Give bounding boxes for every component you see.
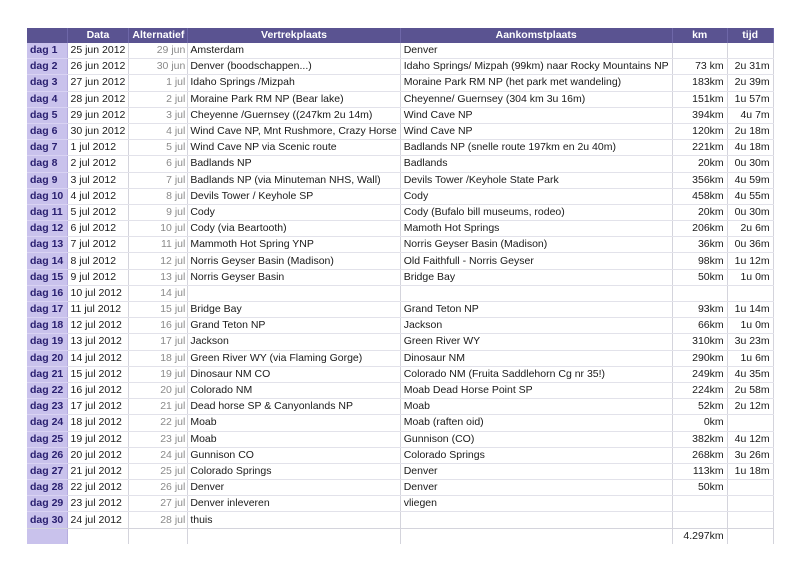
alternative-date-cell[interactable]: 4 jul xyxy=(129,123,188,139)
time-cell[interactable] xyxy=(727,43,773,59)
km-cell[interactable]: 249km xyxy=(672,366,727,382)
alternative-date-cell[interactable]: 20 jul xyxy=(129,382,188,398)
table-row xyxy=(27,480,773,496)
km-cell[interactable]: 113km xyxy=(672,463,727,479)
day-cell: dag 14 xyxy=(27,253,67,269)
time-cell[interactable]: 4u 12m xyxy=(727,431,773,447)
departure-cell[interactable]: Devils Tower / Keyhole SP xyxy=(188,188,400,204)
time-cell[interactable]: 1u 0m xyxy=(727,269,773,285)
day-cell: dag 2 xyxy=(27,59,67,75)
km-cell[interactable]: 50km xyxy=(672,480,727,496)
time-cell[interactable]: 4u 59m xyxy=(727,172,773,188)
arrival-cell[interactable]: Denver xyxy=(400,463,672,479)
table-row xyxy=(27,496,773,512)
date-cell[interactable]: 2 jul 2012 xyxy=(67,156,129,172)
km-cell[interactable]: 20km xyxy=(672,156,727,172)
time-cell[interactable]: 1u 12m xyxy=(727,253,773,269)
table-row xyxy=(27,285,773,301)
departure-cell[interactable]: Wind Cave NP via Scenic route xyxy=(188,140,400,156)
day-cell: dag 5 xyxy=(27,107,67,123)
table-row xyxy=(27,512,773,528)
date-cell[interactable]: 7 jul 2012 xyxy=(67,237,129,253)
day-cell: dag 25 xyxy=(27,431,67,447)
time-cell[interactable]: 3u 23m xyxy=(727,334,773,350)
km-cell[interactable] xyxy=(672,43,727,59)
arrival-cell[interactable]: Moab xyxy=(400,399,672,415)
day-cell: dag 20 xyxy=(27,350,67,366)
time-cell[interactable]: 1u 14m xyxy=(727,302,773,318)
departure-cell[interactable]: Idaho Springs /Mizpah xyxy=(188,75,400,91)
alternative-date-cell[interactable]: 13 jul xyxy=(129,269,188,285)
day-cell: dag 4 xyxy=(27,91,67,107)
arrival-cell[interactable]: Cody (Bufalo bill museums, rodeo) xyxy=(400,204,672,220)
alternative-date-cell[interactable]: 1 jul xyxy=(129,75,188,91)
km-cell[interactable]: 50km xyxy=(672,269,727,285)
km-cell[interactable] xyxy=(672,496,727,512)
header-km: km xyxy=(672,28,727,43)
arrival-cell[interactable] xyxy=(400,512,672,528)
arrival-cell[interactable]: vliegen xyxy=(400,496,672,512)
time-cell[interactable]: 0u 36m xyxy=(727,237,773,253)
departure-cell[interactable]: Denver (boodschappen...) xyxy=(188,59,400,75)
time-cell[interactable]: 2u 6m xyxy=(727,221,773,237)
day-cell: dag 24 xyxy=(27,415,67,431)
arrival-cell[interactable]: Gunnison (CO) xyxy=(400,431,672,447)
table-row xyxy=(27,447,773,463)
day-cell: dag 11 xyxy=(27,204,67,220)
alternative-date-cell[interactable]: 5 jul xyxy=(129,140,188,156)
alternative-date-cell[interactable]: 23 jul xyxy=(129,431,188,447)
header-alternative: Alternatief xyxy=(129,28,188,43)
table-row xyxy=(27,156,773,172)
km-cell[interactable]: 151km xyxy=(672,91,727,107)
table-row xyxy=(27,253,773,269)
date-cell[interactable]: 22 jul 2012 xyxy=(67,480,129,496)
arrival-cell[interactable]: Old Faithfull - Norris Geyser xyxy=(400,253,672,269)
arrival-cell[interactable]: Colorado NM (Fruita Saddlehorn Cg nr 35!) xyxy=(400,366,672,382)
alternative-date-cell[interactable]: 24 jul xyxy=(129,447,188,463)
day-cell: dag 22 xyxy=(27,382,67,398)
date-cell[interactable]: 29 jun 2012 xyxy=(67,107,129,123)
departure-cell[interactable]: Dead horse SP & Canyonlands NP xyxy=(188,399,400,415)
arrival-cell[interactable]: Dinosaur NM xyxy=(400,350,672,366)
total-date-cell xyxy=(67,528,129,544)
alternative-date-cell[interactable]: 15 jul xyxy=(129,302,188,318)
arrival-cell[interactable]: Green River WY xyxy=(400,334,672,350)
table-row xyxy=(27,107,773,123)
departure-cell[interactable]: Grand Teton NP xyxy=(188,318,400,334)
date-cell[interactable]: 1 jul 2012 xyxy=(67,140,129,156)
table-row xyxy=(27,350,773,366)
time-cell[interactable] xyxy=(727,496,773,512)
day-cell: dag 30 xyxy=(27,512,67,528)
date-cell[interactable]: 19 jul 2012 xyxy=(67,431,129,447)
arrival-cell[interactable]: Denver xyxy=(400,480,672,496)
departure-cell[interactable]: Wind Cave NP, Mnt Rushmore, Crazy Horse xyxy=(188,123,400,139)
arrival-cell[interactable]: Devils Tower /Keyhole State Park xyxy=(400,172,672,188)
alternative-date-cell[interactable]: 28 jul xyxy=(129,512,188,528)
time-cell[interactable]: 0u 30m xyxy=(727,156,773,172)
table-row xyxy=(27,204,773,220)
alternative-date-cell[interactable]: 9 jul xyxy=(129,204,188,220)
departure-cell[interactable]: Jackson xyxy=(188,334,400,350)
km-cell[interactable]: 0km xyxy=(672,415,727,431)
date-cell[interactable]: 5 jul 2012 xyxy=(67,204,129,220)
total-km-cell[interactable]: 4.297km xyxy=(672,528,727,544)
arrival-cell[interactable]: Moab (raften oid) xyxy=(400,415,672,431)
table-row xyxy=(27,172,773,188)
date-cell[interactable]: 30 jun 2012 xyxy=(67,123,129,139)
alternative-date-cell[interactable]: 14 jul xyxy=(129,285,188,301)
alternative-date-cell[interactable]: 22 jul xyxy=(129,415,188,431)
time-cell[interactable]: 4u 18m xyxy=(727,140,773,156)
date-cell[interactable]: 25 jun 2012 xyxy=(67,43,129,59)
time-cell[interactable]: 2u 39m xyxy=(727,75,773,91)
day-cell: dag 17 xyxy=(27,302,67,318)
day-cell: dag 8 xyxy=(27,156,67,172)
header-date: Data xyxy=(67,28,129,43)
arrival-cell[interactable]: Jackson xyxy=(400,318,672,334)
date-cell[interactable]: 6 jul 2012 xyxy=(67,221,129,237)
arrival-cell[interactable]: Cheyenne/ Guernsey (304 km 3u 16m) xyxy=(400,91,672,107)
km-cell[interactable]: 394km xyxy=(672,107,727,123)
time-cell[interactable]: 1u 6m xyxy=(727,350,773,366)
table-row xyxy=(27,75,773,91)
km-cell[interactable]: 224km xyxy=(672,382,727,398)
arrival-cell[interactable]: Badlands xyxy=(400,156,672,172)
table-row xyxy=(27,269,773,285)
arrival-cell[interactable]: Norris Geyser Basin (Madison) xyxy=(400,237,672,253)
alternative-date-cell[interactable]: 2 jul xyxy=(129,91,188,107)
alternative-date-cell[interactable]: 12 jul xyxy=(129,253,188,269)
departure-cell[interactable]: Green River WY (via Flaming Gorge) xyxy=(188,350,400,366)
departure-cell[interactable]: Cody xyxy=(188,204,400,220)
itinerary-table xyxy=(27,28,774,544)
departure-cell[interactable]: Moraine Park RM NP (Bear lake) xyxy=(188,91,400,107)
km-cell[interactable]: 36km xyxy=(672,237,727,253)
time-cell[interactable]: 4u 35m xyxy=(727,366,773,382)
time-cell[interactable]: 2u 31m xyxy=(727,59,773,75)
alternative-date-cell[interactable]: 10 jul xyxy=(129,221,188,237)
date-cell[interactable]: 11 jul 2012 xyxy=(67,302,129,318)
arrival-cell[interactable]: Moab Dead Horse Point SP xyxy=(400,382,672,398)
alternative-date-cell[interactable]: 18 jul xyxy=(129,350,188,366)
day-cell: dag 15 xyxy=(27,269,67,285)
departure-cell[interactable]: Mammoth Hot Spring YNP xyxy=(188,237,400,253)
departure-cell[interactable]: Denver xyxy=(188,480,400,496)
arrival-cell[interactable]: Grand Teton NP xyxy=(400,302,672,318)
departure-cell[interactable]: Norris Geyser Basin xyxy=(188,269,400,285)
date-cell[interactable]: 3 jul 2012 xyxy=(67,172,129,188)
table-row xyxy=(27,318,773,334)
date-cell[interactable]: 9 jul 2012 xyxy=(67,269,129,285)
time-cell[interactable]: 4u 55m xyxy=(727,188,773,204)
date-cell[interactable]: 24 jul 2012 xyxy=(67,512,129,528)
departure-cell[interactable]: Cody (via Beartooth) xyxy=(188,221,400,237)
arrival-cell[interactable] xyxy=(400,285,672,301)
departure-cell[interactable]: Cheyenne /Guernsey ((247km 2u 14m) xyxy=(188,107,400,123)
total-time-cell xyxy=(727,528,773,544)
departure-cell[interactable]: Badlands NP xyxy=(188,156,400,172)
day-cell: dag 9 xyxy=(27,172,67,188)
date-cell[interactable]: 18 jul 2012 xyxy=(67,415,129,431)
departure-cell[interactable]: Denver inleveren xyxy=(188,496,400,512)
time-cell[interactable]: 4u 7m xyxy=(727,107,773,123)
km-cell[interactable]: 458km xyxy=(672,188,727,204)
date-cell[interactable]: 21 jul 2012 xyxy=(67,463,129,479)
km-cell[interactable]: 98km xyxy=(672,253,727,269)
alternative-date-cell[interactable]: 17 jul xyxy=(129,334,188,350)
day-cell: dag 1 xyxy=(27,43,67,59)
alternative-date-cell[interactable]: 27 jul xyxy=(129,496,188,512)
time-cell[interactable]: 3u 26m xyxy=(727,447,773,463)
departure-cell[interactable]: Norris Geyser Basin (Madison) xyxy=(188,253,400,269)
alternative-date-cell[interactable]: 16 jul xyxy=(129,318,188,334)
day-cell: dag 13 xyxy=(27,237,67,253)
date-cell[interactable]: 20 jul 2012 xyxy=(67,447,129,463)
alternative-date-cell[interactable]: 25 jul xyxy=(129,463,188,479)
date-cell[interactable]: 27 jun 2012 xyxy=(67,75,129,91)
km-cell[interactable] xyxy=(672,512,727,528)
departure-cell[interactable]: Bridge Bay xyxy=(188,302,400,318)
day-cell: dag 28 xyxy=(27,480,67,496)
day-cell: dag 19 xyxy=(27,334,67,350)
arrival-cell[interactable]: Cody xyxy=(400,188,672,204)
day-cell: dag 6 xyxy=(27,123,67,139)
km-cell[interactable]: 382km xyxy=(672,431,727,447)
km-cell[interactable]: 93km xyxy=(672,302,727,318)
departure-cell[interactable]: Moab xyxy=(188,415,400,431)
alternative-date-cell[interactable]: 3 jul xyxy=(129,107,188,123)
day-cell: dag 27 xyxy=(27,463,67,479)
table-row xyxy=(27,123,773,139)
alternative-date-cell[interactable]: 26 jul xyxy=(129,480,188,496)
date-cell[interactable]: 16 jul 2012 xyxy=(67,382,129,398)
time-cell[interactable]: 1u 18m xyxy=(727,463,773,479)
alternative-date-cell[interactable]: 11 jul xyxy=(129,237,188,253)
day-cell: dag 21 xyxy=(27,366,67,382)
date-cell[interactable]: 17 jul 2012 xyxy=(67,399,129,415)
total-alt-cell xyxy=(129,528,188,544)
date-cell[interactable]: 4 jul 2012 xyxy=(67,188,129,204)
day-cell: dag 16 xyxy=(27,285,67,301)
table-body xyxy=(27,43,773,528)
time-cell[interactable]: 1u 0m xyxy=(727,318,773,334)
departure-cell[interactable]: Badlands NP (via Minuteman NHS, Wall) xyxy=(188,172,400,188)
arrival-cell[interactable]: Colorado Springs xyxy=(400,447,672,463)
arrival-cell[interactable]: Wind Cave NP xyxy=(400,107,672,123)
km-cell[interactable]: 66km xyxy=(672,318,727,334)
table-row xyxy=(27,221,773,237)
km-cell[interactable]: 290km xyxy=(672,350,727,366)
table-row xyxy=(27,59,773,75)
date-cell[interactable]: 13 jul 2012 xyxy=(67,334,129,350)
total-from-cell xyxy=(188,528,400,544)
header-day xyxy=(27,28,67,43)
header-row xyxy=(27,28,773,43)
table-row xyxy=(27,431,773,447)
km-cell[interactable]: 52km xyxy=(672,399,727,415)
date-cell[interactable]: 10 jul 2012 xyxy=(67,285,129,301)
km-cell[interactable]: 310km xyxy=(672,334,727,350)
time-cell[interactable]: 1u 57m xyxy=(727,91,773,107)
arrival-cell[interactable]: Mamoth Hot Springs xyxy=(400,221,672,237)
header-arrival: Aankomstplaats xyxy=(400,28,672,43)
table-row xyxy=(27,415,773,431)
table-row xyxy=(27,382,773,398)
time-cell[interactable]: 2u 18m xyxy=(727,123,773,139)
arrival-cell[interactable]: Moraine Park RM NP (het park met wandeling) xyxy=(400,75,672,91)
header-departure: Vertrekplaats xyxy=(188,28,400,43)
time-cell[interactable] xyxy=(727,415,773,431)
km-cell[interactable]: 20km xyxy=(672,204,727,220)
day-cell: dag 23 xyxy=(27,399,67,415)
table-row xyxy=(27,366,773,382)
alternative-date-cell[interactable]: 30 jun xyxy=(129,59,188,75)
alternative-date-cell[interactable]: 29 jun xyxy=(129,43,188,59)
arrival-cell[interactable]: Bridge Bay xyxy=(400,269,672,285)
arrival-cell[interactable]: Idaho Springs/ Mizpah (99km) naar Rocky Mountains NP xyxy=(400,59,672,75)
table-row xyxy=(27,302,773,318)
table-row xyxy=(27,188,773,204)
total-row xyxy=(27,528,773,544)
table-row xyxy=(27,91,773,107)
time-cell[interactable]: 0u 30m xyxy=(727,204,773,220)
date-cell[interactable]: 23 jul 2012 xyxy=(67,496,129,512)
arrival-cell[interactable]: Badlands NP (snelle route 197km en 2u 40m) xyxy=(400,140,672,156)
alternative-date-cell[interactable]: 21 jul xyxy=(129,399,188,415)
day-cell: dag 18 xyxy=(27,318,67,334)
date-cell[interactable]: 15 jul 2012 xyxy=(67,366,129,382)
departure-cell[interactable]: Gunnison CO xyxy=(188,447,400,463)
date-cell[interactable]: 14 jul 2012 xyxy=(67,350,129,366)
total-day-cell xyxy=(27,528,67,544)
departure-cell[interactable]: Colorado Springs xyxy=(188,463,400,479)
table-row xyxy=(27,43,773,59)
time-cell[interactable]: 2u 58m xyxy=(727,382,773,398)
alternative-date-cell[interactable]: 19 jul xyxy=(129,366,188,382)
day-cell: dag 12 xyxy=(27,221,67,237)
alternative-date-cell[interactable]: 8 jul xyxy=(129,188,188,204)
km-cell[interactable]: 221km xyxy=(672,140,727,156)
km-cell[interactable]: 73 km xyxy=(672,59,727,75)
km-cell[interactable] xyxy=(672,285,727,301)
total-to-cell xyxy=(400,528,672,544)
day-cell: dag 26 xyxy=(27,447,67,463)
date-cell[interactable]: 12 jul 2012 xyxy=(67,318,129,334)
day-cell: dag 7 xyxy=(27,140,67,156)
km-cell[interactable]: 183km xyxy=(672,75,727,91)
departure-cell[interactable]: Colorado NM xyxy=(188,382,400,398)
table-row xyxy=(27,463,773,479)
table-row xyxy=(27,399,773,415)
table-row xyxy=(27,334,773,350)
table-row xyxy=(27,140,773,156)
table-row xyxy=(27,237,773,253)
header-time: tijd xyxy=(727,28,773,43)
time-cell[interactable] xyxy=(727,480,773,496)
day-cell: dag 10 xyxy=(27,188,67,204)
departure-cell[interactable]: Dinosaur NM CO xyxy=(188,366,400,382)
day-cell: dag 3 xyxy=(27,75,67,91)
time-cell[interactable]: 2u 12m xyxy=(727,399,773,415)
arrival-cell[interactable]: Denver xyxy=(400,43,672,59)
day-cell: dag 29 xyxy=(27,496,67,512)
km-cell[interactable]: 206km xyxy=(672,221,727,237)
alternative-date-cell[interactable]: 6 jul xyxy=(129,156,188,172)
departure-cell[interactable]: Amsterdam xyxy=(188,43,400,59)
alternative-date-cell[interactable]: 7 jul xyxy=(129,172,188,188)
date-cell[interactable]: 8 jul 2012 xyxy=(67,253,129,269)
km-cell[interactable]: 268km xyxy=(672,447,727,463)
date-cell[interactable]: 26 jun 2012 xyxy=(67,59,129,75)
departure-cell[interactable] xyxy=(188,285,400,301)
km-cell[interactable]: 120km xyxy=(672,123,727,139)
date-cell[interactable]: 28 jun 2012 xyxy=(67,91,129,107)
arrival-cell[interactable]: Wind Cave NP xyxy=(400,123,672,139)
time-cell[interactable] xyxy=(727,285,773,301)
time-cell[interactable] xyxy=(727,512,773,528)
departure-cell[interactable]: Moab xyxy=(188,431,400,447)
departure-cell[interactable]: thuis xyxy=(188,512,400,528)
km-cell[interactable]: 356km xyxy=(672,172,727,188)
